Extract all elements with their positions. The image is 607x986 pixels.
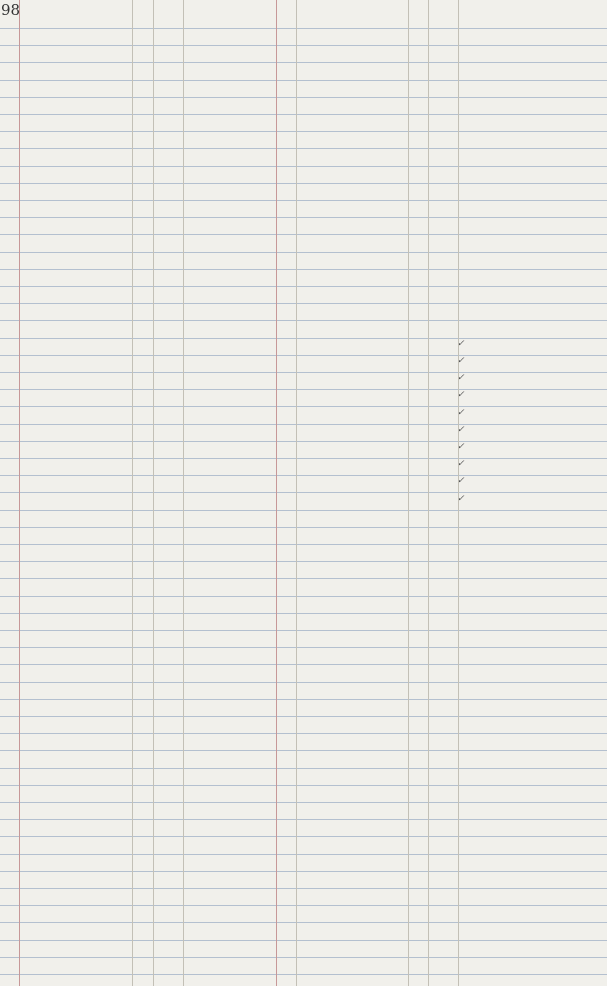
rule-line	[0, 527, 607, 528]
rule-line	[0, 836, 607, 837]
check-mark: ✓	[457, 459, 465, 469]
rule-line	[0, 802, 607, 803]
rule-line	[0, 768, 607, 769]
rule-line	[0, 716, 607, 717]
rule-line	[0, 303, 607, 304]
rule-line	[0, 974, 607, 975]
rule-line	[0, 372, 607, 373]
rule-line	[0, 647, 607, 648]
rule-line	[0, 458, 607, 459]
check-mark: ✓	[457, 425, 465, 435]
check-mark: ✓	[457, 442, 465, 452]
rule-line	[0, 492, 607, 493]
column-rule	[276, 0, 277, 986]
rule-line	[0, 269, 607, 270]
rule-line	[0, 682, 607, 683]
column-rule	[428, 0, 429, 986]
rule-line	[0, 148, 607, 149]
rule-line	[0, 888, 607, 889]
column-rule	[132, 0, 133, 986]
rule-line	[0, 389, 607, 390]
rule-line	[0, 544, 607, 545]
rule-line	[0, 62, 607, 63]
rule-line	[0, 217, 607, 218]
rule-line	[0, 424, 607, 425]
page-number: 98	[1, 1, 21, 19]
rule-line	[0, 441, 607, 442]
rule-line	[0, 80, 607, 81]
check-mark: ✓	[457, 339, 465, 349]
rule-line	[0, 131, 607, 132]
check-mark: ✓	[457, 390, 465, 400]
rule-line	[0, 785, 607, 786]
rule-line	[0, 664, 607, 665]
rule-line	[0, 45, 607, 46]
rule-line	[0, 750, 607, 751]
rule-line	[0, 234, 607, 235]
rule-line	[0, 561, 607, 562]
rule-line	[0, 200, 607, 201]
column-rule	[296, 0, 297, 986]
rule-line	[0, 578, 607, 579]
rule-line	[0, 871, 607, 872]
rule-line	[0, 922, 607, 923]
check-mark: ✓	[457, 408, 465, 418]
column-rule	[153, 0, 154, 986]
rule-line	[0, 338, 607, 339]
rule-line	[0, 596, 607, 597]
rule-line	[0, 613, 607, 614]
rule-line	[0, 286, 607, 287]
rule-line	[0, 97, 607, 98]
rule-line	[0, 940, 607, 941]
rule-line	[0, 699, 607, 700]
rule-line	[0, 28, 607, 29]
rule-line	[0, 475, 607, 476]
rule-line	[0, 905, 607, 906]
check-mark: ✓	[457, 356, 465, 366]
rule-line	[0, 320, 607, 321]
rule-line	[0, 183, 607, 184]
check-mark: ✓	[457, 373, 465, 383]
column-rule	[183, 0, 184, 986]
check-mark: ✓	[457, 494, 465, 504]
rule-line	[0, 406, 607, 407]
rule-line	[0, 819, 607, 820]
rule-line	[0, 854, 607, 855]
rule-line	[0, 166, 607, 167]
rule-line	[0, 252, 607, 253]
rule-line	[0, 957, 607, 958]
check-mark: ✓	[457, 476, 465, 486]
rule-line	[0, 733, 607, 734]
rule-line	[0, 630, 607, 631]
column-rule	[19, 0, 20, 986]
rule-line	[0, 510, 607, 511]
rule-line	[0, 355, 607, 356]
column-rule	[408, 0, 409, 986]
rule-line	[0, 114, 607, 115]
column-rule	[458, 0, 459, 986]
